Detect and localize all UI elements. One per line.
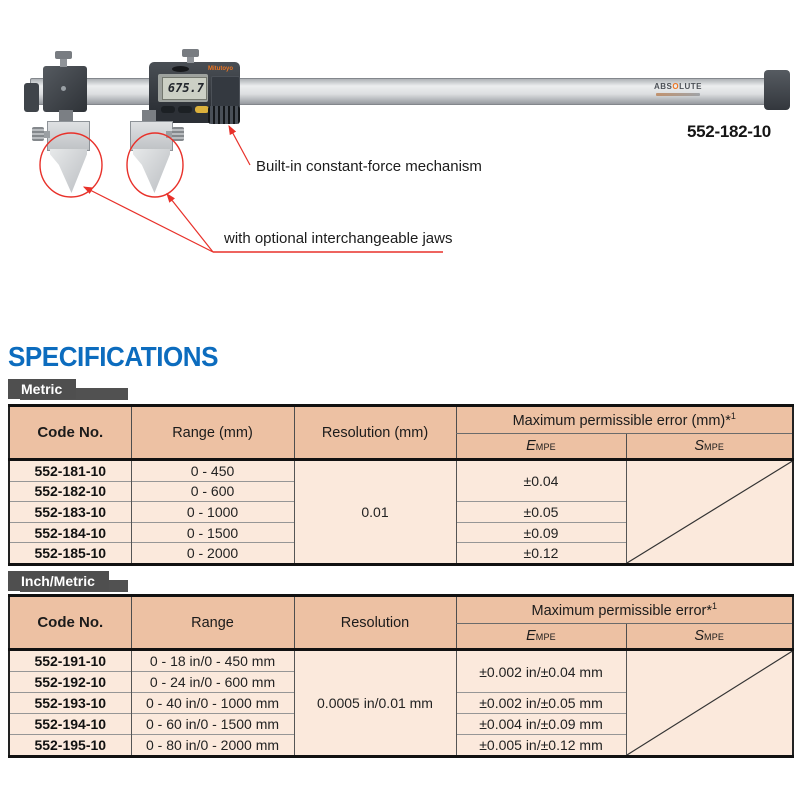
diagonal-line bbox=[627, 651, 793, 755]
lcd-display: 675.7 bbox=[162, 77, 207, 100]
interchangeable-jaw-blade bbox=[50, 149, 87, 193]
smpe-subscript: MPE bbox=[704, 442, 725, 452]
col-header-smpe bbox=[626, 434, 793, 460]
cell-empe: ±0.12 bbox=[456, 543, 626, 565]
knurled-screw-stem bbox=[44, 131, 50, 138]
model-number-label: 552-182-10 bbox=[687, 122, 771, 141]
cell-smpe-diagonal bbox=[626, 460, 793, 565]
cell-range: 0 - 1000 bbox=[131, 502, 294, 523]
cell-code: 552-191-10 bbox=[9, 650, 131, 672]
cell-empe: ±0.05 bbox=[456, 502, 626, 523]
mpe-header-text: Maximum permissible error (mm)* bbox=[512, 412, 731, 429]
cell-range: 0 - 80 in/0 - 2000 mm bbox=[131, 735, 294, 757]
absolute-logo-part: LUTE bbox=[679, 82, 702, 91]
table-row bbox=[9, 460, 793, 482]
cell-smpe-diagonal bbox=[626, 650, 793, 757]
callout-arrow-constant-force bbox=[229, 126, 250, 165]
smpe-symbol: S bbox=[694, 628, 705, 644]
col-header-range: Range (mm) bbox=[131, 406, 294, 460]
knurled-screw-icon bbox=[32, 127, 44, 141]
slider-screw-icon bbox=[182, 49, 199, 57]
knurled-screw-stem bbox=[166, 131, 172, 138]
cell-code: 552-185-10 bbox=[9, 543, 131, 565]
empe-subscript: MPE bbox=[535, 632, 556, 642]
beam-left-cap bbox=[24, 83, 39, 112]
cell-range: 0 - 60 in/0 - 1500 mm bbox=[131, 714, 294, 735]
col-header-code: Code No. bbox=[9, 596, 131, 650]
cell-code: 552-195-10 bbox=[9, 735, 131, 757]
interchangeable-jaw-blade bbox=[133, 149, 170, 193]
col-header-code: Code No. bbox=[9, 406, 131, 460]
empe-subscript: MPE bbox=[535, 442, 556, 452]
clamp-pin-icon bbox=[61, 86, 66, 91]
tab-inch-metric: Inch/Metric bbox=[8, 571, 109, 591]
metric-spec-table bbox=[8, 404, 794, 566]
cell-empe: ±0.004 in/±0.09 mm bbox=[456, 714, 626, 735]
col-header-resolution: Resolution (mm) bbox=[294, 406, 456, 460]
cell-empe: ±0.04 bbox=[456, 460, 626, 502]
cell-empe: ±0.002 in/±0.05 mm bbox=[456, 693, 626, 714]
mpe-header-text: Maximum permissible error* bbox=[531, 602, 712, 619]
origin-button bbox=[195, 106, 209, 113]
clamp-screw-icon bbox=[55, 51, 72, 59]
table-row bbox=[9, 650, 793, 672]
cell-range: 0 - 600 bbox=[131, 481, 294, 502]
clamp-screw-stem bbox=[60, 59, 67, 67]
col-header-range: Range bbox=[131, 596, 294, 650]
col-header-resolution: Resolution bbox=[294, 596, 456, 650]
zero-button bbox=[178, 106, 192, 113]
callout-interchangeable-jaws: with optional interchangeable jaws bbox=[224, 230, 453, 247]
col-header-empe bbox=[456, 434, 626, 460]
absolute-logo bbox=[646, 82, 710, 91]
cell-range: 0 - 450 bbox=[131, 460, 294, 482]
battery-slot-icon bbox=[172, 66, 189, 72]
cell-range: 0 - 24 in/0 - 600 mm bbox=[131, 672, 294, 693]
cell-code: 552-184-10 bbox=[9, 522, 131, 543]
knurled-screw-icon bbox=[172, 127, 184, 141]
cell-range: 0 - 18 in/0 - 450 mm bbox=[131, 650, 294, 672]
col-header-smpe bbox=[626, 624, 793, 650]
cell-empe: ±0.005 in/±0.12 mm bbox=[456, 735, 626, 757]
beam-right-cap bbox=[764, 70, 790, 110]
cell-empe: ±0.09 bbox=[456, 522, 626, 543]
beam-fine-print-bar bbox=[656, 93, 700, 96]
absolute-logo-part: ABS bbox=[653, 82, 673, 91]
slider-screw-stem bbox=[187, 57, 194, 63]
inch-metric-spec-table bbox=[8, 594, 794, 758]
cell-code: 552-181-10 bbox=[9, 460, 131, 482]
cell-code: 552-183-10 bbox=[9, 502, 131, 523]
callout-arrow-left-jaw bbox=[84, 187, 213, 252]
jaw-bracket bbox=[47, 121, 90, 151]
smpe-subscript: MPE bbox=[704, 632, 725, 642]
callout-arrow-right-jaw bbox=[167, 194, 213, 252]
col-header-mpe bbox=[456, 596, 793, 624]
cell-code: 552-182-10 bbox=[9, 481, 131, 502]
cell-resolution: 0.0005 in/0.01 mm bbox=[294, 650, 456, 757]
cell-code: 552-192-10 bbox=[9, 672, 131, 693]
absolute-logo-o: O bbox=[672, 82, 680, 91]
callout-constant-force: Built-in constant-force mechanism bbox=[256, 158, 482, 175]
cell-range: 0 - 40 in/0 - 1000 mm bbox=[131, 693, 294, 714]
mpe-footnote-sup: 1 bbox=[711, 601, 717, 612]
mpe-footnote-sup: 1 bbox=[730, 411, 736, 422]
cell-range: 0 - 2000 bbox=[131, 543, 294, 565]
cell-range: 0 - 1500 bbox=[131, 522, 294, 543]
smpe-symbol: S bbox=[694, 438, 705, 454]
empe-symbol: E bbox=[526, 438, 536, 454]
tab-metric: Metric bbox=[8, 379, 76, 399]
diagonal-line bbox=[627, 461, 793, 563]
empe-symbol: E bbox=[526, 628, 536, 644]
section-heading: SPECIFICATIONS bbox=[8, 341, 219, 372]
cell-empe: ±0.002 in/±0.04 mm bbox=[456, 650, 626, 693]
cell-resolution: 0.01 bbox=[294, 460, 456, 565]
cell-code: 552-194-10 bbox=[9, 714, 131, 735]
constant-force-thumb-roller bbox=[208, 106, 240, 124]
col-header-empe bbox=[456, 624, 626, 650]
brand-logo: Mitutoyo bbox=[208, 66, 233, 72]
function-button bbox=[161, 106, 175, 113]
col-header-mpe bbox=[456, 406, 793, 434]
cell-code: 552-193-10 bbox=[9, 693, 131, 714]
